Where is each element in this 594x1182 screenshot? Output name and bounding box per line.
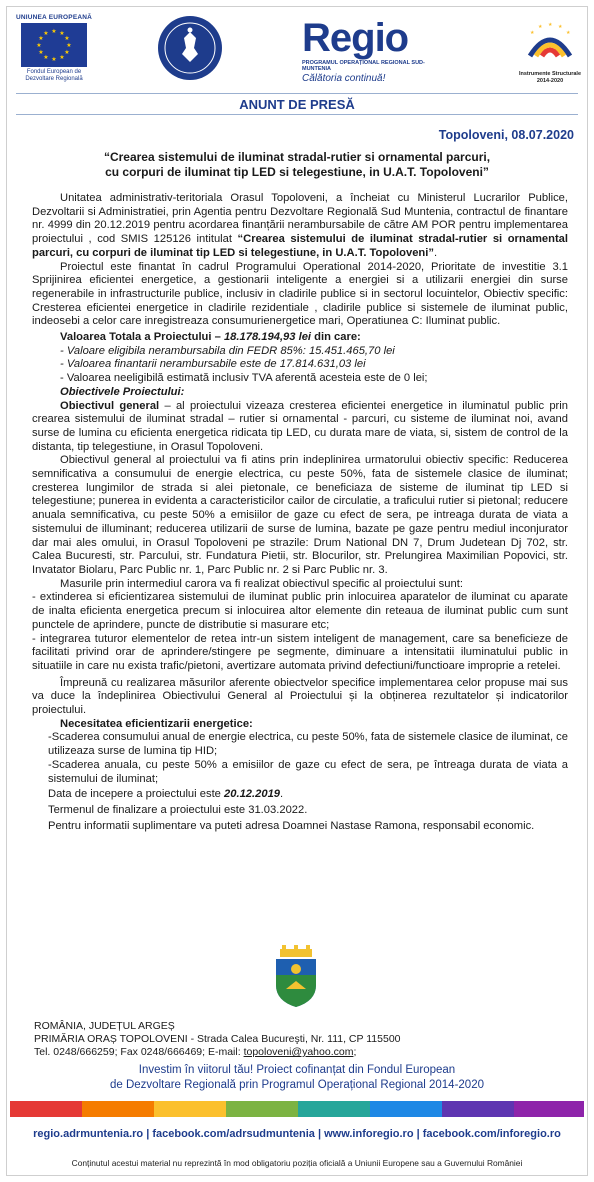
structural-instruments-caption-2: 2014-2020	[536, 78, 564, 84]
cofinancing-statement	[30, 1063, 564, 1093]
svg-text:★: ★	[51, 56, 57, 63]
project-headline	[30, 150, 564, 180]
strip-band	[514, 1101, 584, 1117]
paragraph-contract	[32, 192, 568, 261]
coat-of-arms-icon	[270, 945, 322, 1009]
necessity-item-2: -Scaderea anuala, cu peste 50% a emisiilor de gaze cu efect de sera, pe întreaga durata de viata a sistemului de iluminat;	[48, 758, 568, 785]
contact-email-link[interactable]: topoloveni@yahoo.com	[243, 1046, 354, 1058]
start-date-value: 20.12.2019	[224, 788, 281, 801]
strip-band	[442, 1101, 514, 1117]
start-date-suffix: .	[280, 788, 284, 801]
svg-text:★: ★	[566, 30, 571, 36]
svg-text:★: ★	[43, 30, 49, 37]
strip-band	[10, 1101, 82, 1117]
strip-band	[370, 1101, 442, 1117]
strip-band	[298, 1101, 370, 1117]
necessity-item-1: -Scaderea consumului anual de energie electrica, cu peste 50%, fata de sistemele clasice de iluminat, ce utilizeaza surse de lumina tip HID;	[48, 731, 568, 758]
svg-text:★: ★	[38, 49, 44, 56]
structural-instruments-icon	[524, 22, 576, 66]
general-objective-label: Obiectivul general	[60, 399, 160, 412]
together-paragraph: Împreună cu realizarea măsurilor aferente obiectvelor specifice implementarea celor propuse mai sus va duce la îndeplinirea Obiectivului General al Proiectului și la obținerea rezultatelor și indicatorilor proiectului.	[32, 676, 568, 717]
eu-flag-icon	[21, 23, 87, 67]
measures-heading: Masurile prin intermediul carora va fi realizat obiectivul specific al proiectului sunt:	[60, 577, 463, 590]
contact-country: ROMÂNIA, JUDEȚUL ARGEȘ	[34, 1020, 175, 1032]
eu-logo	[14, 14, 94, 83]
svg-text:★: ★	[59, 30, 65, 37]
logo-bar	[6, 8, 588, 90]
end-date-line: Termenul de finalizare a proiectului este 31.03.2022.	[48, 803, 308, 816]
strip-band	[154, 1101, 226, 1117]
regio-subtitle: PROGRAMUL OPERAȚIONAL REGIONAL SUD-MUNTENIA	[302, 60, 425, 72]
total-value-amount: 18.178.194,93 lei	[223, 331, 312, 344]
strip-band	[226, 1101, 298, 1117]
start-date-label: Data de incepere a proiectului este	[48, 788, 225, 801]
contact-phone-email	[34, 1046, 401, 1059]
regio-wordmark: Regio	[302, 16, 409, 60]
general-objective-paragraph	[32, 400, 568, 455]
disclaimer: Conținutul acestui material nu reprezintă în mod obligatoriu poziția oficială a Uniunii Europene sau a Guvernului României	[71, 1158, 523, 1168]
measure-item-2: - integrarea tuturor elementelor de retea intr-un sistem inteligent de management, care sa beneficieze de facilitati privind orar de aprindere/stingere pe segmente, diminuare a intensitatii iluminatului public in situatiile in care nu exista trafic/pietoni, avertizare automata privind defectiuni/functioare improprie a retelei.	[32, 632, 568, 672]
press-release-title-bar	[16, 93, 578, 115]
page-title: ANUNT DE PRESĂ	[239, 97, 355, 112]
headline-line-1: “Crearea sistemului de iluminat stradal-rutier si ornamental parcuri,	[103, 150, 491, 164]
necessity-heading: Necesitatea eficientizarii energetice:	[60, 717, 253, 730]
svg-text:★: ★	[36, 42, 42, 49]
contract-text: Unitatea administrativ-teritoriala Orasul Topoloveni, a încheiat cu Ministerul Lucrarilor Publice, Dezvoltarii si Administratiei, prin Agentia pentru Dezvoltare Regională Sud Muntenia, contractul de finantare nr. 4999 din 20.12.2019 pentru acordarea finanțării nerambursabile de către AM POR pentru implementarea proiectului , cod SMIS 125126 intitulat	[32, 192, 568, 246]
date-location: Topoloveni, 08.07.2020	[438, 128, 574, 142]
svg-text:★: ★	[558, 24, 563, 30]
eu-logo-sub-2: Dezvoltare Regională	[25, 76, 83, 82]
contact-block	[34, 1020, 401, 1059]
cofinancing-line-1: Investim în viitorul tău! Proiect cofinanțat din Fondul European	[138, 1064, 456, 1076]
regio-tagline: Călătoria continuă!	[302, 73, 386, 84]
paragraph-funding: Proiectul este finantat în cadrul Programului Operational 2014-2020, Prioritate de investitie 3.1 Sprijinirea eficientei energetice, a gestionarii inteligente a energiei si a utilizarii energiei din surse regenerabile in infrastructurile publice, inclusiv in cladirile publice si in sectorul locuintelor, Obiectiv specific: Cresterea eficientei energetice in cladirile rezidentiale , cladirile publice si sistemele de iluminat public, indeosebi a celor care inregistreaza consumurienergetice mari, Operatiunea C: Iluminat public.	[32, 260, 568, 328]
regio-logo	[302, 18, 452, 88]
government-seal-icon	[156, 14, 224, 82]
measure-item-1: - extinderea si eficientizarea sistemului de iluminat public prin inlocuirea aparatelor de iluminat cu aparate de inalta eficienta energetica precum si inlocuirea altor elemente din reteaua de iluminat public cum sunt punctele de aprindere, puncte de distributie si masurare etc;	[32, 591, 568, 631]
structural-instruments-caption-1: Instrumente Structurale	[518, 71, 582, 77]
eu-logo-sub-1: Fondul European de	[26, 69, 82, 75]
svg-text:★: ★	[66, 42, 72, 49]
cofinancing-line-2: de Dezvoltare Regională prin Programul Operațional Regional 2014-2020	[110, 1079, 484, 1091]
eu-logo-caption: UNIUNEA EUROPEANĂ	[15, 14, 93, 21]
total-value-label: Valoarea Totala a Proiectului –	[60, 331, 224, 344]
svg-text:★: ★	[64, 49, 70, 56]
total-value-line	[32, 331, 568, 345]
general-objective-text: – al proiectului vizeaza cresterea eficientei energetice in iluminatul public prin crearea sistemului de iluminat stradal – rutier si ornamental - parcuri, cu sisteme de iluminat noi, avand surse de lumina cu eficienta energetica ridicata tip LED, cu durata mare de viata, si, sistem de control de la distanta, tip telegestiune, in Orasul Topoloveni.	[32, 399, 568, 453]
footer-links[interactable]: regio.adrmuntenia.ro | facebook.com/adrsudmuntenia | www.inforegio.ro | facebook.com/inforegio.ro	[33, 1128, 561, 1140]
color-strip	[10, 1101, 584, 1117]
svg-text:★: ★	[538, 24, 543, 30]
press-release-body	[32, 192, 568, 833]
contact-address: PRIMĂRIA ORAȘ TOPOLOVENI - Strada Calea Bucureşti, Nr. 111, CP 115500	[34, 1033, 401, 1045]
svg-text:★: ★	[548, 22, 553, 28]
svg-text:★: ★	[38, 35, 44, 42]
structural-instruments-logo	[518, 22, 582, 85]
objectives-heading: Obiectivele Proiectului:	[60, 385, 185, 398]
contact-phone: Tel. 0248/666259; Fax 0248/666469; E-mail:	[34, 1046, 244, 1058]
svg-text:★: ★	[59, 54, 65, 61]
contract-project-title: “Crearea sistemului de iluminat stradal-rutier si ornamental parcuri, cu corpuri de iluminat tip LED si telegestiune, in U.A.T. Topoloveni”	[32, 233, 568, 259]
financing-value-line: - Valoarea finantarii nerambursabile este de 17.814.631,03 lei	[60, 358, 366, 371]
eligible-value-line: - Valoare eligibila nerambursabila din FEDR 85%: 15.451.465,70 lei	[60, 344, 395, 357]
headline-line-2: cu corpuri de iluminat tip LED si telegestiune, in U.A.T. Topoloveni”	[105, 165, 489, 179]
ineligible-value-line: - Valoarea neeligibilă estimată inclusiv TVA aferentă acesteia este de 0 lei;	[60, 372, 428, 385]
svg-text:★: ★	[530, 30, 535, 36]
total-value-suffix: din care:	[311, 331, 361, 344]
contact-suffix: ;	[353, 1046, 357, 1058]
strip-band	[82, 1101, 154, 1117]
svg-text:★: ★	[51, 28, 57, 35]
svg-text:★: ★	[64, 35, 70, 42]
start-date-line	[32, 788, 568, 802]
contract-end: .	[433, 246, 438, 259]
svg-text:★: ★	[43, 54, 49, 61]
contact-person-line: Pentru informatii suplimentare va puteti adresa Doamnei Nastase Ramona, responsabil economic.	[48, 819, 535, 832]
specific-objective-paragraph: Obiectivul general al proiectului va fi atins prin indeplinirea urmatorului obiectiv specific: Reducerea semnificativa a consumului de energie electrica, cu peste 50%, fata de sistemele clasice de iluminat; cresterea lungimilor de strada si alei pietonale, ce beneficiaza de sisteme de iluminat tip LED si telegestiune; punerea in evidenta a caracteristicilor cailor de circulatie, a traficului rutier si pietonal; reducere anuala semnificativa, cu peste 50% a emisiilor de gaze cu efect de sera, pe intreaga durata de viata a sistemului de illuminant; reducerea utilizarii de surse de lumina, bazate pe gaze pentru mediul inconjurator dar mai ales omului, in Orasul Topoloveni pe strazile: Drum National DN 7, Drum Judetean Dj 702, str. Calea Bucuresti, str. Parcului, str. Fundatura Pietii, str. Blocurilor, str. Prelungirea Maximilian Popovici, str. Invatator Biolaru, Parc Public nr. 1, Parc Public nr. 2 si Parc Public nr. 3.	[32, 454, 568, 576]
